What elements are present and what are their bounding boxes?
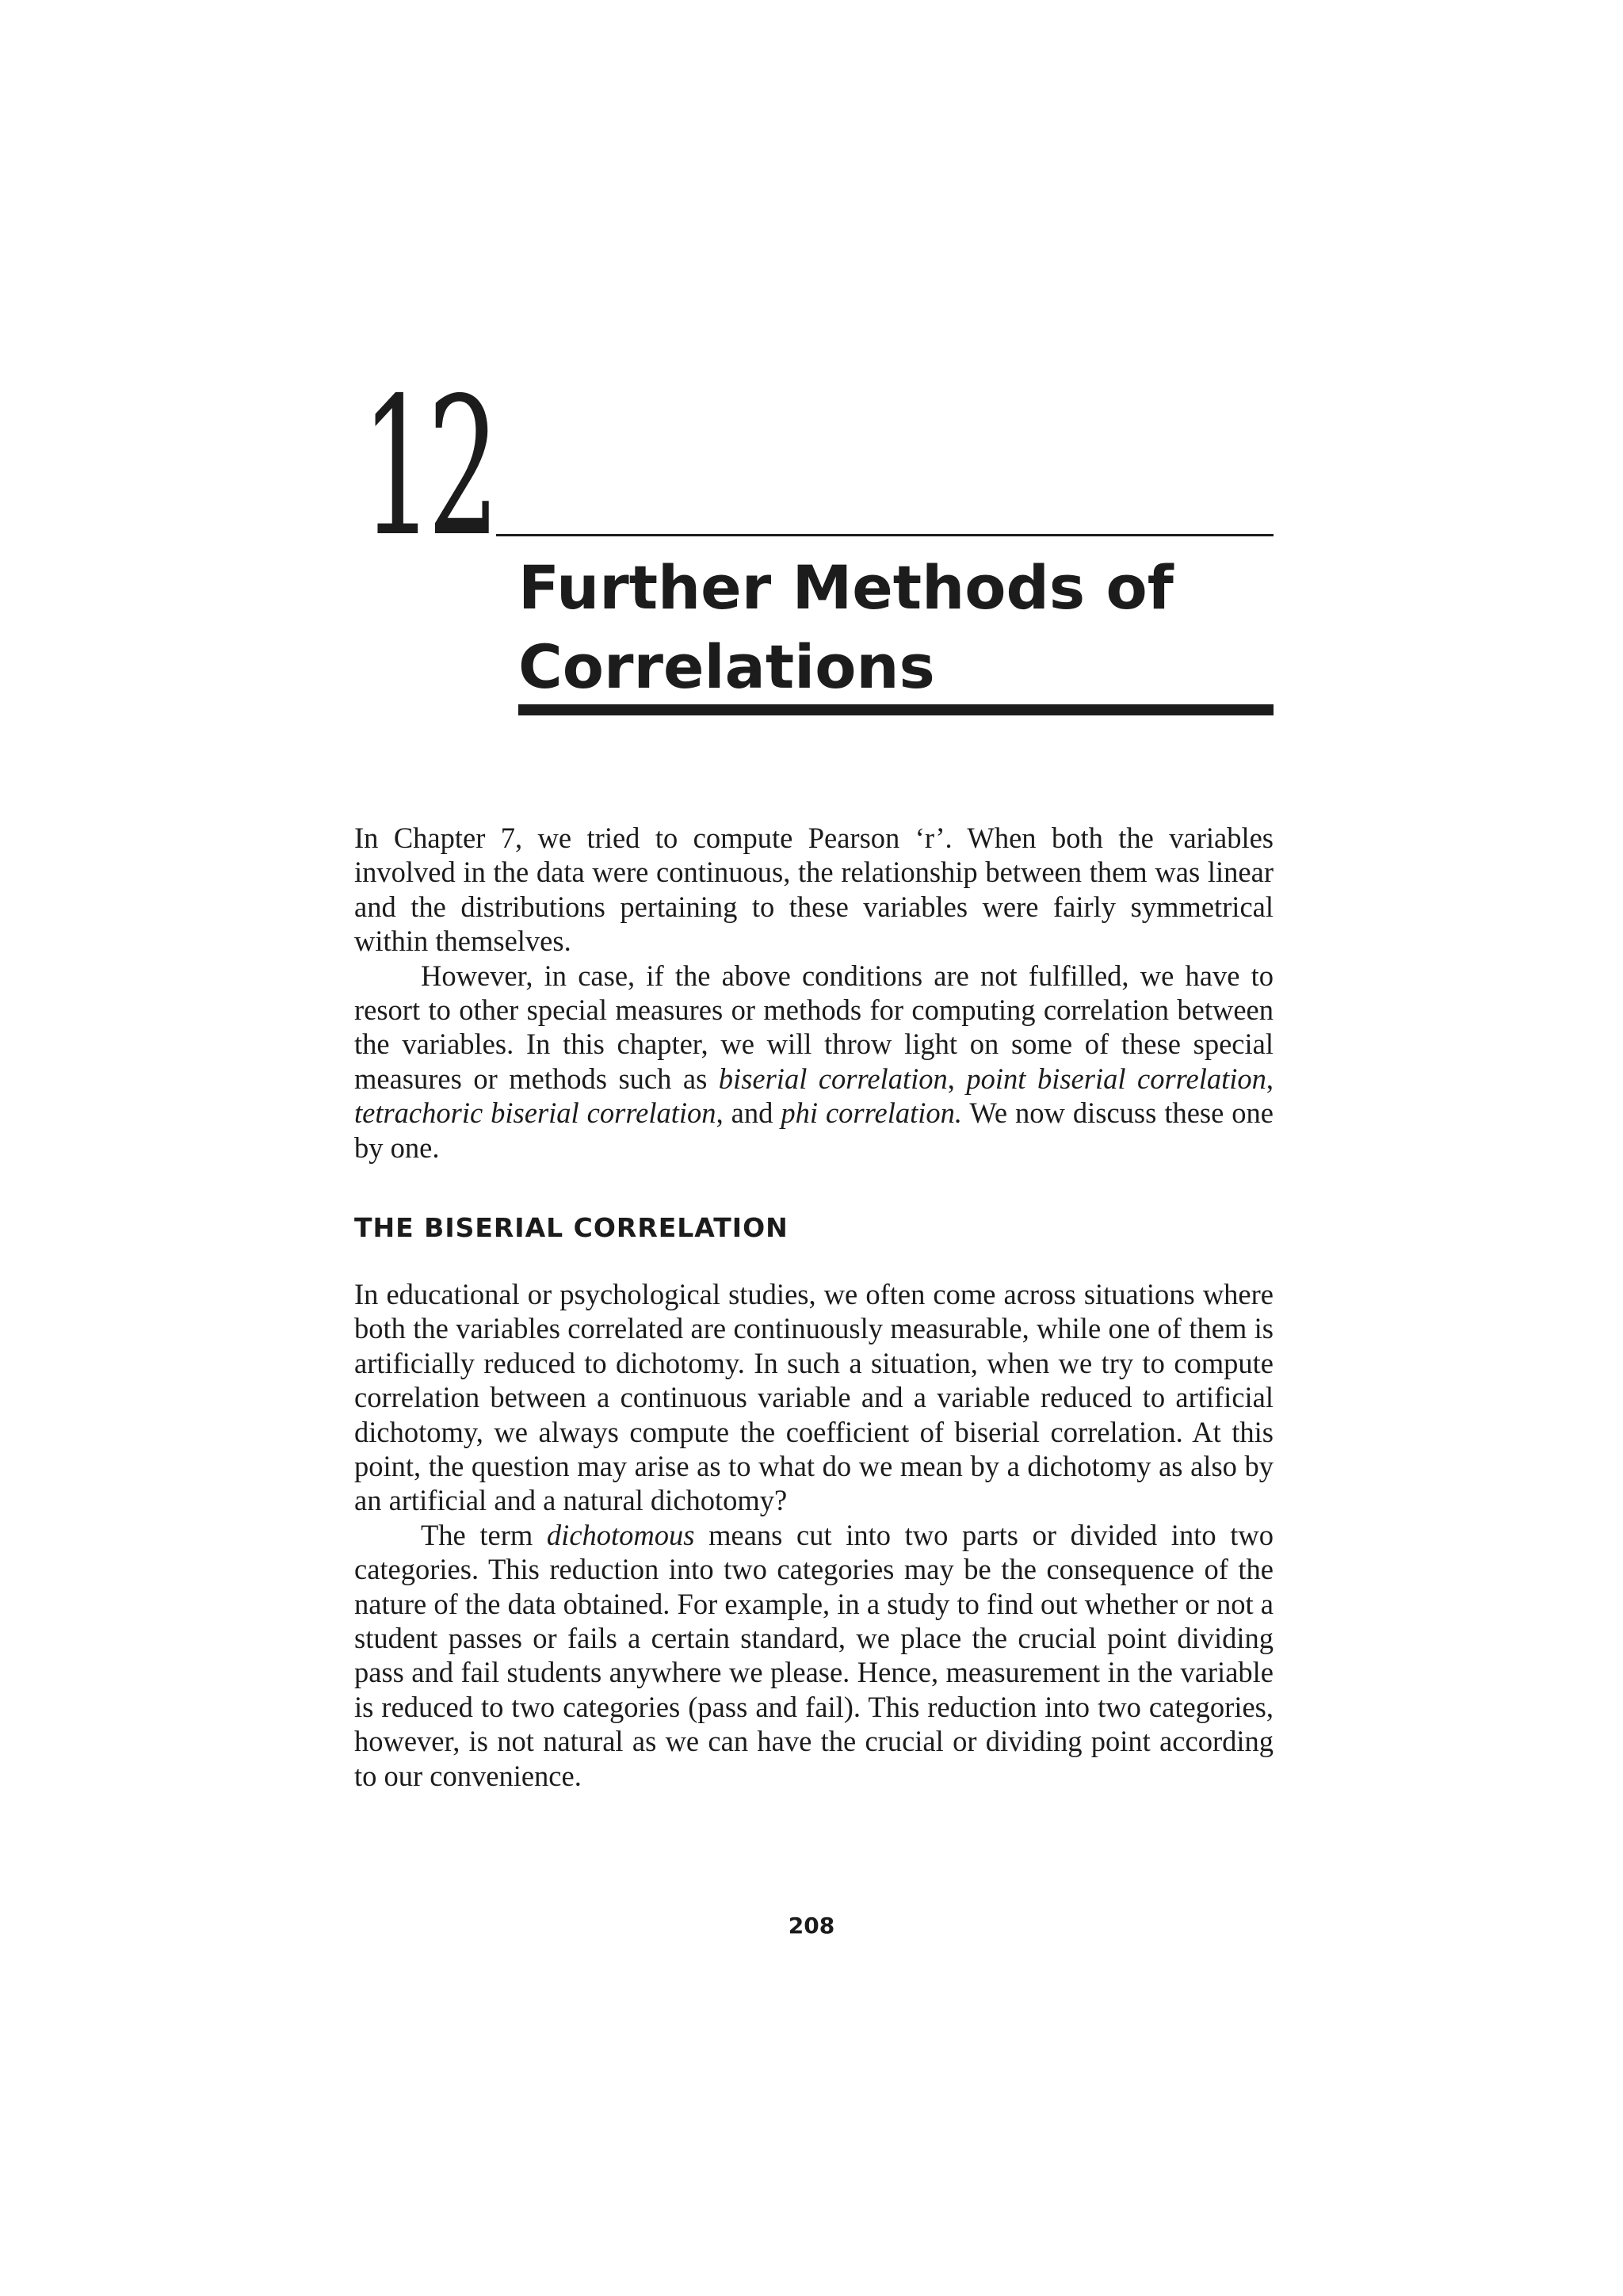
section-paragraph-1: In educational or psychological studies, we often come across situations where both the variables correlated are continuously measurable, while one of them is artificially reduced to dichotomy. In such a situation, when we try to compute correlation between a continuous variable and a variable reduced to artificial dichotomy, we always compute the coefficient of biserial correlation. At this point, the question may arise as to what do we mean by a dichotomy as also by an artificial and a natural dichotomy?	[354, 1278, 1274, 1517]
intro-text	[354, 821, 1274, 1165]
section-paragraph-2	[354, 1518, 1274, 1793]
separator: ,	[1266, 1062, 1274, 1095]
chapter-number: 12	[361, 357, 494, 578]
section-heading: THE BISERIAL CORRELATION	[354, 1212, 789, 1243]
title-rule-thick	[518, 704, 1274, 715]
separator: , and	[716, 1097, 781, 1130]
chapter-title-line2: Correlations	[518, 631, 935, 702]
separator: ,	[947, 1062, 967, 1095]
chapter-title	[518, 548, 1232, 707]
section-p2-start: The term	[421, 1518, 547, 1551]
intro-paragraph-1: In Chapter 7, we tried to compute Pearson ‘r’. When both the variables involved in the data were continuous, the relationship between them was linear and the distributions pertaining to these variables were fairly symmetrical within themselves.	[354, 822, 1274, 958]
intro-paragraph-2	[354, 959, 1274, 1165]
title-rule-thin	[496, 534, 1274, 536]
term-dichotomous: dichotomous	[546, 1518, 695, 1551]
intro-p2-text: However, in case, if the above conditions are not fulfilled, we have to resort to other special measures or methods for computing correlation between the variables. In this chapter, we will throw light on some of these special measures or methods such as	[354, 959, 1274, 1095]
term-phi-correlation: phi correlation.	[781, 1097, 962, 1130]
section-p2-text: means cut into two parts or divided into two categories. This reduction into two categories may be the consequence of the nature of the data obtained. For example, in a study to find out whether or not a student passes or fails a certain standard, we place the crucial point dividing pass and fail students anywhere we please. Hence, measurement in the variable is reduced to two categories (pass and fail). This reduction into two categories, however, is not natural as we can have the crucial or dividing point according to our convenience.	[354, 1518, 1274, 1792]
term-point-biserial-correlation: point biserial correlation	[966, 1062, 1266, 1095]
section-text	[354, 1277, 1274, 1793]
term-tetrachoric-biserial-correlation: tetrachoric biserial correlation	[354, 1097, 716, 1130]
chapter-title-line1: Further Methods of	[518, 552, 1174, 623]
intro-p2-ending: We now discuss these one by one.	[354, 1097, 1274, 1164]
term-biserial-correlation: biserial correlation	[718, 1062, 948, 1095]
page-number: 208	[788, 1913, 835, 1939]
